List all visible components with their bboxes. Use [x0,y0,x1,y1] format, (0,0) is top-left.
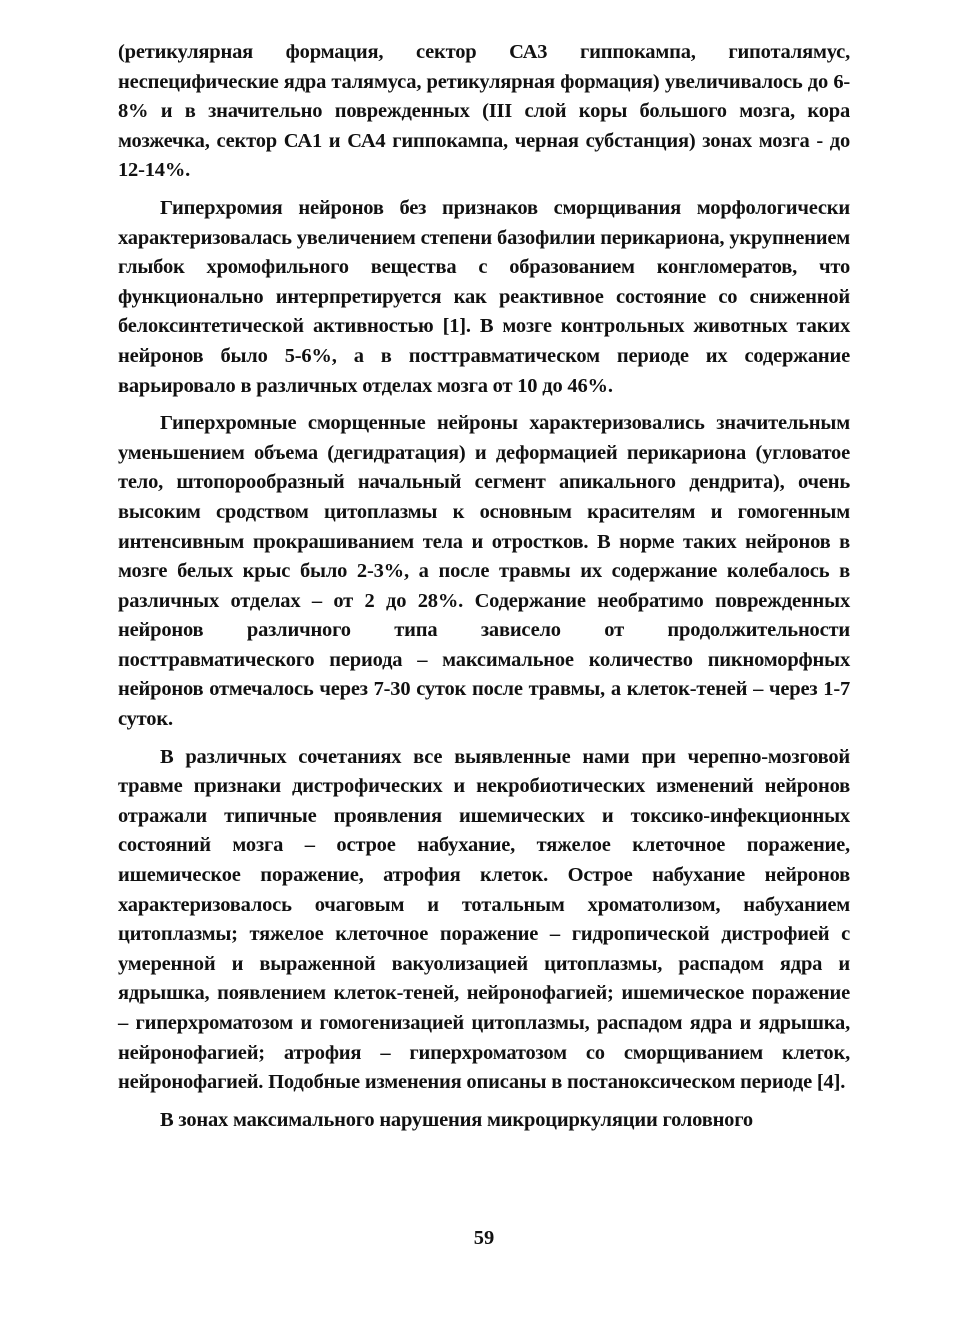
paragraph-1: (ретикулярная формация, сектор СА3 гиппокампа, гипоталямус, неспецифические ядра талямуса, ретикулярная формация) увеличивалось до 6-8% и в значительно поврежденных (III слой коры большого мозга, кора мозжечка, сектор СА1 и СА4 гиппокампа, черная субстанция) зонах мозга - до 12-14%. [118,41,850,182]
paragraph-5: В зонах максимального нарушения микроциркуляции головного [160,1108,753,1131]
paragraph-3: Гиперхромные сморщенные нейроны характеризовались значительным уменьшением объема (дегидратация) и деформацией перикариона (угловатое тело, штопорообразный начальный сегмент апикального дендрита), очень высоким сродством цитоплазмы к основным красителям и гомогенным интенсивным прокрашиванием тела и отростков. В норме таких нейронов в мозге белых крыс было 2-3%, а после травмы их содержание колебалось в различных отделах – от 2 до 28%. Содержание необратимо поврежденных нейронов различного типа зависело от продолжительности посттравматического периода – максимальное количество пикноморфных нейронов отмечалось через 7-30 суток после травмы, а клеток-теней – через 1-7 суток. [118,412,850,731]
page-number: 59 [473,1227,495,1249]
paragraph-4: В различных сочетаниях все выявленные нами при черепно-мозговой травме признаки дистрофических и некробиотических изменений нейронов отражали типичные проявления ишемических и токсико-инфекционных состояний мозга – острое набухание, тяжелое клеточное поражение, ишемическое поражение, атрофия клеток. Острое набухание нейронов характеризовалось очаговым и тотальным хроматолизом, набуханием цитоплазмы; тяжелое клеточное поражение – гидропической дистрофией с умеренной и выраженной вакуолизацией цитоплазмы, распадом ядра и ядрышка, появлением клеток-теней, нейронофагией; ишемическое поражение – гиперхроматозом и гомогенизацией цитоплазмы, распадом ядра и ядрышка, нейронофагией; атрофия – гиперхроматозом со сморщиванием клеток, нейронофагией. Подобные изменения описаны в постаноксическом периоде [4]. [118,745,850,1094]
paragraph-2: Гиперхромия нейронов без признаков сморщивания морфологически характеризовалась увеличением степени базофилии перикариона, укрупнением глыбок хромофильного вещества с образованием конгломератов, что функционально интерпретируется как реактивное состояние со сниженной белоксинтетической активностью [1]. В мозге контрольных животных таких нейронов было 5-6%, а в посттравматическом периоде их содержание варьировало в различных отделах мозга от 10 до 46%. [118,196,850,397]
page-body [118,38,850,1143]
